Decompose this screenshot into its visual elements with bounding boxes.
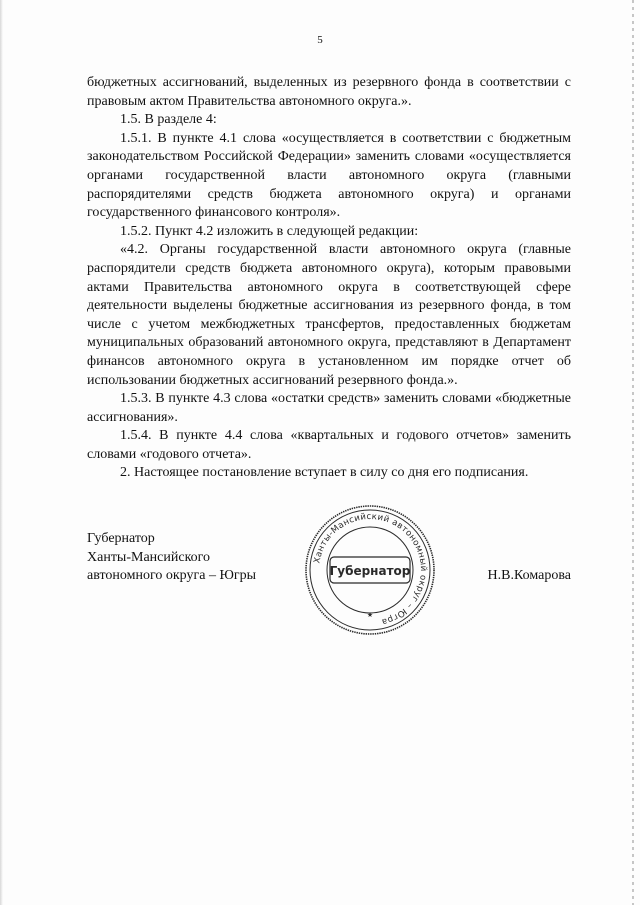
signatory-name: Н.В.Комарова (487, 568, 571, 583)
signatory-title (87, 530, 256, 586)
scan-edge-right (632, 0, 634, 905)
document-body (87, 74, 571, 483)
official-seal (300, 500, 440, 640)
scan-edge-left (0, 0, 3, 905)
paragraph-1-5: 1.5. В разделе 4: (120, 112, 217, 128)
signatory-title-line: Губернатор (87, 531, 155, 546)
paragraph-2: 2. Настоящее постановление вступает в силу со дня его подписания. (120, 465, 529, 481)
paragraph-1-5-1: 1.5.1. В пункте 4.1 слова «осуществляется в соответствии с бюджетным законодательством Российской Федерации» заменить словами «осуществляется органами государственной власти автономного округа (главными распорядителями средств бюджета автономного округа) и органами государственного финансового контроля». (87, 130, 571, 221)
paragraph-continuation: бюджетных ассигнований, выделенных из резервного фонда в соответствии с правовым актом Правительства автономного округа.». (87, 75, 571, 109)
page-number: 5 (317, 34, 323, 46)
seal-center-text: Губернатор (329, 564, 411, 578)
seal-ring-text: Ханты-Мансийский автономный округ – Югра (312, 511, 429, 627)
paragraph-1-5-4: 1.5.4. В пункте 4.4 слова «квартальных и годового отчетов» заменить словами «годового отчета». (87, 428, 571, 462)
signature-block (87, 511, 571, 640)
paragraph-4-2-quote: «4.2. Органы государственной власти автономного округа (главные распорядители средств бюджета автономного округа), которым правовыми актами Правительства автономного округа в соответствующей сфере деятельности выделены бюджетные ассигнования из резервного фонда, в том числе с учетом межбюджетных трансфертов, предоставленных бюджетам муниципальных образований автономного округа, представляют в Департамент финансов автономного округа в установленном им порядке отчет об использовании бюджетных ассигнований резервного фонда.». (87, 242, 571, 388)
paragraph-1-5-2: 1.5.2. Пункт 4.2 изложить в следующей редакции: (120, 223, 419, 239)
signatory-title-line: Ханты-Мансийского (87, 549, 211, 565)
signatory-title-line: автономного округа – Югры (87, 568, 256, 584)
star-icon: ★ (366, 611, 374, 619)
paragraph-1-5-3: 1.5.3. В пункте 4.3 слова «остатки средств» заменить словами «бюджетные ассигнования». (87, 391, 571, 425)
